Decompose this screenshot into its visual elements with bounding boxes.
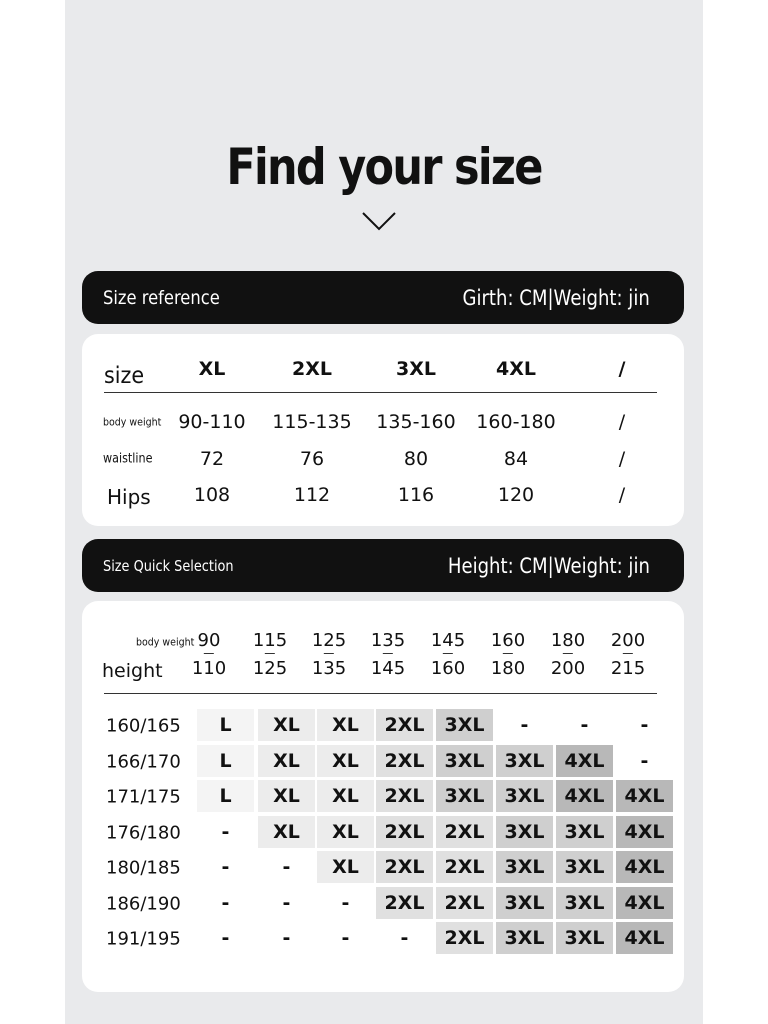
table-cell: 72 xyxy=(199,448,225,470)
size-cell xyxy=(435,921,494,955)
size-cell xyxy=(555,744,614,778)
chevron-down-icon xyxy=(361,210,397,232)
size-cell-value: XL xyxy=(273,750,300,772)
size-cell xyxy=(257,815,316,849)
size-header-label: size xyxy=(104,363,145,389)
size-column-header: 3XL xyxy=(396,358,436,380)
table-cell: 80 xyxy=(403,448,429,470)
size-cell-value: 3XL xyxy=(444,750,485,772)
size-cell xyxy=(615,921,674,955)
size-cell xyxy=(375,886,434,920)
size-cell xyxy=(555,886,614,920)
size-cell-value: 3XL xyxy=(564,927,605,949)
size-cell-value: 3XL xyxy=(504,927,545,949)
size-cell xyxy=(435,850,494,884)
size-column-header: 2XL xyxy=(292,358,332,380)
size-quick-selection-table xyxy=(82,601,684,992)
size-cell-value: L xyxy=(219,714,232,736)
size-cell-value: 2XL xyxy=(444,892,485,914)
weight-range-from: 115 xyxy=(252,630,288,651)
size-cell-value: XL xyxy=(332,856,359,878)
size-cell xyxy=(615,886,674,920)
height-axis-label: height xyxy=(102,660,163,682)
weight-range-header xyxy=(312,632,346,678)
size-cell xyxy=(196,744,255,778)
size-cell xyxy=(615,850,674,884)
size-cell xyxy=(495,815,554,849)
weight-range-to: 135 xyxy=(311,658,347,679)
size-cell xyxy=(257,708,316,742)
weight-range-to: 160 xyxy=(430,658,466,679)
size-cell-value: - xyxy=(221,821,230,843)
size-cell xyxy=(555,921,614,955)
size-cell xyxy=(257,886,316,920)
size-cell xyxy=(316,708,375,742)
table-cell: 112 xyxy=(293,484,331,506)
size-cell-value: - xyxy=(282,892,291,914)
size-cell xyxy=(555,708,614,742)
weight-range-header xyxy=(192,632,226,678)
quick-selection-heading: Size Quick Selection xyxy=(103,556,234,575)
size-cell-value: 3XL xyxy=(564,821,605,843)
size-cell-value: 2XL xyxy=(384,714,425,736)
size-cell xyxy=(495,708,554,742)
size-cell-value: 2XL xyxy=(384,750,425,772)
size-cell xyxy=(375,921,434,955)
height-row-label: 166/170 xyxy=(106,751,181,773)
size-cell xyxy=(196,886,255,920)
size-cell xyxy=(435,708,494,742)
size-cell-value: 3XL xyxy=(504,821,545,843)
height-row-label: 191/195 xyxy=(106,928,181,950)
table-cell: / xyxy=(618,448,626,470)
size-cell-value: 3XL xyxy=(504,856,545,878)
weight-range-to: 200 xyxy=(550,658,586,679)
weight-range-from: 90 xyxy=(197,630,221,651)
weight-range-header xyxy=(371,632,405,678)
size-column-header: / xyxy=(618,358,626,380)
size-cell-value: - xyxy=(640,714,649,736)
size-cell xyxy=(316,850,375,884)
size-cell xyxy=(495,779,554,813)
size-cell xyxy=(196,708,255,742)
size-cell-value: 2XL xyxy=(384,785,425,807)
size-cell xyxy=(555,815,614,849)
weight-range-header xyxy=(611,632,645,678)
size-cell xyxy=(257,850,316,884)
row-label: Hips xyxy=(107,485,151,509)
size-cell xyxy=(615,779,674,813)
table-cell: 115-135 xyxy=(272,411,352,433)
table-cell: 135-160 xyxy=(376,411,456,433)
weight-range-header xyxy=(551,632,585,678)
size-cell xyxy=(495,850,554,884)
size-cell xyxy=(375,708,434,742)
table-cell: 90-110 xyxy=(178,411,246,433)
size-cell-value: - xyxy=(341,927,350,949)
size-cell-value: L xyxy=(219,750,232,772)
size-cell xyxy=(435,815,494,849)
size-cell-value: - xyxy=(221,927,230,949)
size-cell-value: 3XL xyxy=(504,892,545,914)
weight-range-to: 215 xyxy=(610,658,646,679)
size-cell-value: 3XL xyxy=(504,785,545,807)
size-cell xyxy=(375,815,434,849)
size-cell xyxy=(615,744,674,778)
table-cell: 160-180 xyxy=(476,411,556,433)
size-cell-value: 3XL xyxy=(504,750,545,772)
size-cell xyxy=(375,744,434,778)
table-cell: / xyxy=(618,484,626,506)
size-cell xyxy=(375,850,434,884)
size-cell-value: 2XL xyxy=(444,821,485,843)
size-cell xyxy=(316,744,375,778)
size-cell-value: XL xyxy=(273,714,300,736)
size-cell-value: L xyxy=(219,785,232,807)
table-cell: 108 xyxy=(193,484,231,506)
size-cell xyxy=(375,779,434,813)
table-divider xyxy=(104,392,657,393)
weight-range-from: 125 xyxy=(311,630,347,651)
size-cell xyxy=(555,779,614,813)
height-row-label: 186/190 xyxy=(106,893,181,915)
size-cell xyxy=(316,886,375,920)
size-cell-value: 3XL xyxy=(564,856,605,878)
weight-range-from: 145 xyxy=(430,630,466,651)
size-cell-value: 3XL xyxy=(444,714,485,736)
size-cell-value: 4XL xyxy=(624,785,665,807)
size-cell xyxy=(257,779,316,813)
size-cell-value: 4XL xyxy=(624,892,665,914)
size-cell-value: - xyxy=(282,927,291,949)
weight-range-header xyxy=(491,632,525,678)
weight-range-to: 125 xyxy=(252,658,288,679)
size-guide-page xyxy=(65,0,703,1024)
size-cell xyxy=(196,815,255,849)
table-cell: 84 xyxy=(503,448,529,470)
weight-range-from: 180 xyxy=(550,630,586,651)
size-cell xyxy=(555,850,614,884)
size-cell-value: 4XL xyxy=(624,821,665,843)
size-cell-value: 4XL xyxy=(624,856,665,878)
size-cell-value: 3XL xyxy=(444,785,485,807)
size-cell xyxy=(196,850,255,884)
size-cell-value: XL xyxy=(273,821,300,843)
size-cell xyxy=(615,708,674,742)
weight-range-header xyxy=(253,632,287,678)
size-cell xyxy=(257,744,316,778)
quick-selection-units: Height: CM|Weight: jin xyxy=(447,553,650,578)
size-cell xyxy=(196,921,255,955)
size-cell-value: 4XL xyxy=(564,750,605,772)
size-cell-value: - xyxy=(341,892,350,914)
weight-range-to: 110 xyxy=(191,658,227,679)
size-cell-value: 2XL xyxy=(384,821,425,843)
size-cell-value: XL xyxy=(332,821,359,843)
size-cell-value: - xyxy=(221,856,230,878)
row-label: body weight xyxy=(103,415,162,429)
weight-range-from: 200 xyxy=(610,630,646,651)
size-cell xyxy=(196,779,255,813)
page-title: Find your size xyxy=(226,138,542,196)
size-cell xyxy=(495,921,554,955)
size-cell xyxy=(435,779,494,813)
size-cell-value: XL xyxy=(332,750,359,772)
size-cell xyxy=(435,744,494,778)
size-cell xyxy=(316,815,375,849)
size-reference-units: Girth: CM|Weight: jin xyxy=(462,285,650,310)
height-row-label: 171/175 xyxy=(106,786,181,808)
size-column-header: XL xyxy=(198,358,226,380)
weight-range-to: 145 xyxy=(370,658,406,679)
size-cell xyxy=(615,815,674,849)
size-cell-value: 4XL xyxy=(624,927,665,949)
size-cell-value: 3XL xyxy=(564,892,605,914)
size-cell-value: 2XL xyxy=(444,927,485,949)
size-cell xyxy=(316,779,375,813)
weight-range-header xyxy=(431,632,465,678)
size-cell xyxy=(495,744,554,778)
size-column-header: 4XL xyxy=(496,358,536,380)
size-cell-value: XL xyxy=(273,785,300,807)
size-cell xyxy=(257,921,316,955)
table-divider xyxy=(104,693,657,694)
row-label: waistline xyxy=(103,451,153,467)
size-cell-value: - xyxy=(221,892,230,914)
size-quick-selection-bar xyxy=(82,539,684,592)
size-cell xyxy=(435,886,494,920)
size-cell-value: 4XL xyxy=(564,785,605,807)
height-row-label: 180/185 xyxy=(106,857,181,879)
body-weight-axis-label: body weight xyxy=(136,635,195,649)
size-reference-table xyxy=(82,334,684,526)
size-reference-heading: Size reference xyxy=(103,286,220,309)
weight-range-to: 180 xyxy=(490,658,526,679)
height-row-label: 160/165 xyxy=(106,715,181,737)
weight-range-from: 135 xyxy=(370,630,406,651)
table-cell: 116 xyxy=(397,484,435,506)
table-cell: 120 xyxy=(497,484,535,506)
size-cell-value: 2XL xyxy=(444,856,485,878)
weight-range-from: 160 xyxy=(490,630,526,651)
size-reference-bar xyxy=(82,271,684,324)
size-cell-value: 2XL xyxy=(384,856,425,878)
size-cell-value: - xyxy=(400,927,409,949)
size-cell-value: XL xyxy=(332,785,359,807)
size-cell-value: - xyxy=(640,750,649,772)
table-cell: 76 xyxy=(299,448,325,470)
size-cell-value: 2XL xyxy=(384,892,425,914)
table-cell: / xyxy=(618,411,626,433)
size-cell xyxy=(495,886,554,920)
size-cell-value: XL xyxy=(332,714,359,736)
size-cell xyxy=(316,921,375,955)
size-cell-value: - xyxy=(282,856,291,878)
size-cell-value: - xyxy=(520,714,529,736)
size-cell-value: - xyxy=(580,714,589,736)
height-row-label: 176/180 xyxy=(106,822,181,844)
